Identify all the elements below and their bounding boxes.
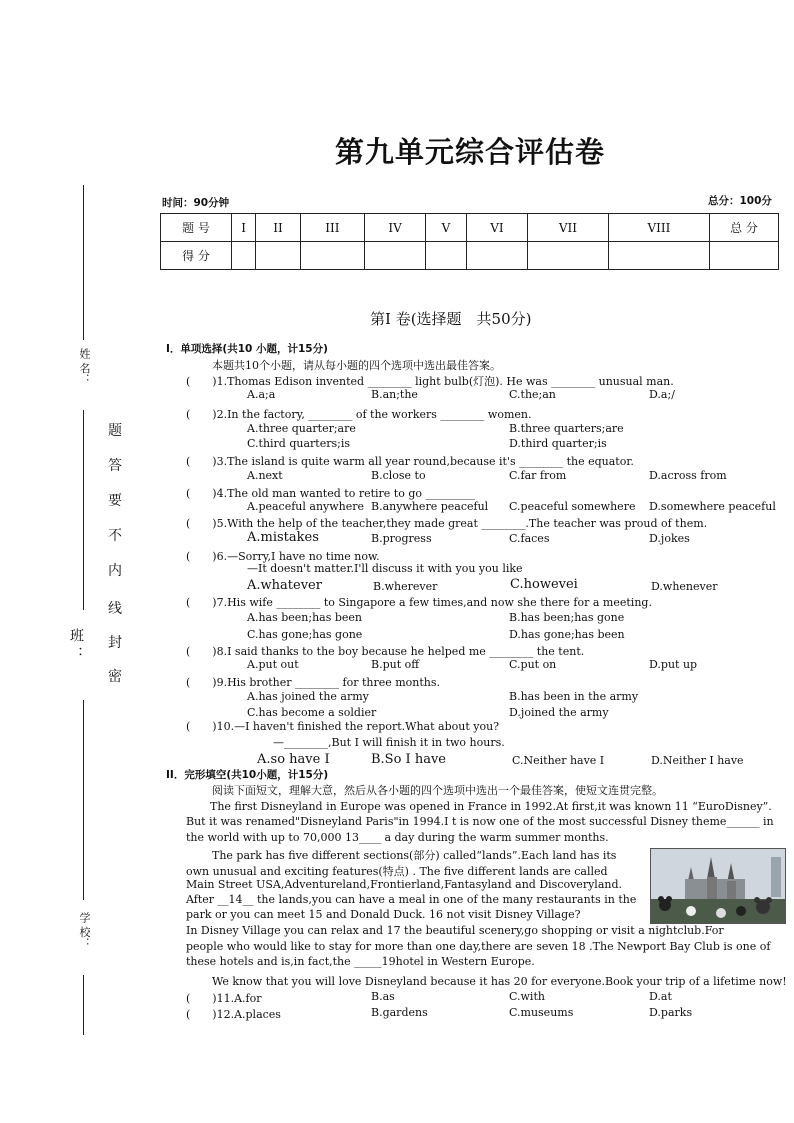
gutter-seal-char: 题 xyxy=(108,423,122,439)
gutter-line xyxy=(83,700,84,900)
score-cell[interactable] xyxy=(466,242,527,270)
q9-option-b[interactable]: B.has been in the army xyxy=(509,690,639,703)
gutter-line xyxy=(83,185,84,340)
q8-option-c[interactable]: C.put on xyxy=(509,658,557,671)
section-2-instruction: 阅读下面短文，理解大意，然后从各小题的四个选项中选出一个最佳答案，使短文连贯完整。 xyxy=(212,784,663,797)
passage-line: In Disney Village you can relax and 17 the beautiful scenery,go shopping or visit a nightclub.For xyxy=(186,924,724,937)
score-cell[interactable] xyxy=(710,242,779,270)
section-1-instruction: 本题共10个小题，请从每小题的四个选项中选出最佳答案。 xyxy=(212,359,501,372)
passage-line: the world with up to 70,000 13____ a day during the warm summer months. xyxy=(186,831,609,844)
q10-option-b[interactable]: B.So I have xyxy=(371,752,446,767)
score-header-cell: VIII xyxy=(608,214,709,242)
q4-option-c[interactable]: C.peaceful somewhere xyxy=(509,500,636,513)
q6-option-c[interactable]: C.howevei xyxy=(510,577,578,592)
question-1: ( )1.Thomas Edison invented ________ light bulb(灯泡). He was ________ unusual man. xyxy=(186,375,674,388)
q6-option-b[interactable]: B.wherever xyxy=(373,580,438,593)
passage-line: The park has five different sections(部分) called“lands”.Each land has its xyxy=(212,849,617,862)
question-9: ( )9.His brother ________ for three months. xyxy=(186,676,441,689)
q7-option-c[interactable]: C.has gone;has gone xyxy=(247,628,363,641)
disneyland-picture xyxy=(650,848,786,924)
q10-option-a[interactable]: A.so have I xyxy=(257,752,330,767)
q2-option-a[interactable]: A.three quarter;are xyxy=(247,422,356,435)
question-6: ( )6.—Sorry,I have no time now. xyxy=(186,550,380,563)
score-table-score-row xyxy=(161,242,779,270)
question-10: ( )10.—I haven't finished the report.What about you? xyxy=(186,720,500,733)
score-header-cell: IV xyxy=(365,214,426,242)
passage-line: The first Disneyland in Europe was opened in France in 1992.At first,it was known 11 “EuroDisney”. xyxy=(210,800,772,813)
question-10-reply: —________,But I will finish it in two hours. xyxy=(273,736,505,749)
gutter-seal-char: 封 xyxy=(108,635,122,651)
q2-option-b[interactable]: B.three quarters;are xyxy=(509,422,624,435)
passage-line: But it was renamed"Disneyland Paris"in 1994.I t is now one of the most successful Disney theme______ in xyxy=(186,815,774,828)
question-3: ( )3.The island is quite warm all year round,because it's ________ the equator. xyxy=(186,455,634,468)
score-header-cell: V xyxy=(426,214,467,242)
score-cell[interactable] xyxy=(426,242,467,270)
q4-option-a[interactable]: A.peaceful anywhere xyxy=(247,500,365,513)
q5-option-a[interactable]: A.mistakes xyxy=(247,530,319,545)
score-header-cell: III xyxy=(300,214,364,242)
score-table xyxy=(160,213,779,270)
passage-line: Main Street USA,Adventureland,Frontierland,Fantasyland and Discoveryland. xyxy=(186,878,622,891)
gutter-line xyxy=(83,410,84,610)
q3-option-b[interactable]: B.close to xyxy=(371,469,426,482)
part-one-title: 第I 卷(选择题 共50分) xyxy=(370,310,532,328)
passage-line: these hotels and is,in fact,the _____19hotel in Western Europe. xyxy=(186,955,535,968)
score-cell[interactable] xyxy=(256,242,300,270)
time-label: 时间：90分钟 xyxy=(162,197,230,209)
total-score-label: 总分：100分 xyxy=(708,195,772,207)
class-label: 班 ： xyxy=(68,628,84,661)
q3-option-c[interactable]: C.far from xyxy=(509,469,567,482)
question-4: ( )4.The old man wanted to retire to go _________ xyxy=(186,487,475,500)
score-header-cell: VII xyxy=(527,214,608,242)
q11-option-c[interactable]: C.with xyxy=(509,990,545,1003)
score-row-label: 得 分 xyxy=(161,242,232,270)
score-header-cell: I xyxy=(232,214,256,242)
score-cell[interactable] xyxy=(300,242,364,270)
score-header-cell: VI xyxy=(466,214,527,242)
q10-option-c[interactable]: C.Neither have I xyxy=(512,754,605,767)
question-8: ( )8.I said thanks to the boy because he helped me ________ the tent. xyxy=(186,645,585,658)
q8-option-b[interactable]: B.put off xyxy=(371,658,420,671)
gutter-seal-char: 答 xyxy=(108,458,122,474)
score-cell[interactable] xyxy=(232,242,256,270)
page-title: 第九单元综合评估卷 xyxy=(334,135,605,169)
name-label: 姓 名： xyxy=(78,348,91,385)
gutter-seal-char: 内 xyxy=(108,563,122,579)
q11-option-b[interactable]: B.as xyxy=(371,990,395,1003)
score-header-cell: 总 分 xyxy=(710,214,779,242)
q6-option-a[interactable]: A.whatever xyxy=(247,578,322,593)
gutter-seal-char: 线 xyxy=(108,601,122,617)
q1-option-b[interactable]: B.an;the xyxy=(371,388,418,401)
q7-option-d[interactable]: D.has gone;has been xyxy=(509,628,625,641)
q4-option-d[interactable]: D.somewhere peaceful xyxy=(649,500,776,513)
question-7: ( )7.His wife ________ to Singapore a few times,and now she there for a meeting. xyxy=(186,596,652,609)
score-header-cell: II xyxy=(256,214,300,242)
score-cell[interactable] xyxy=(527,242,608,270)
disneyland-castle-illustration xyxy=(651,849,785,923)
passage-line: park or you can meet 15 and Donald Duck. 16 not visit Disney Village? xyxy=(186,908,581,921)
question-5: ( )5.With the help of the teacher,they made great ________.The teacher was proud of them. xyxy=(186,517,708,530)
q1-option-d[interactable]: D.a;/ xyxy=(649,388,675,401)
question-11: ( )11.A.for xyxy=(186,992,262,1005)
q12-option-d[interactable]: D.parks xyxy=(649,1006,693,1019)
q1-option-a[interactable]: A.a;a xyxy=(247,388,276,401)
section-1-heading: I．单项选择(共10 小题，计15分) xyxy=(166,343,328,355)
q2-option-d[interactable]: D.third quarter;is xyxy=(509,437,607,450)
score-cell[interactable] xyxy=(365,242,426,270)
gutter-seal-char: 要 xyxy=(108,493,122,509)
school-label: 学 校： xyxy=(78,912,91,949)
q5-option-d[interactable]: D.jokes xyxy=(649,532,690,545)
score-cell[interactable] xyxy=(608,242,709,270)
q12-option-c[interactable]: C.museums xyxy=(509,1006,574,1019)
passage-line: people who would like to stay for more than one day,there are seven 18 .The Newport Bay Club is one of xyxy=(186,940,771,953)
q2-option-c[interactable]: C.third quarters;is xyxy=(247,437,350,450)
passage-line: own unusual and exciting features(特点) . The five different lands are called xyxy=(186,865,608,878)
q9-option-d[interactable]: D.joined the army xyxy=(509,706,609,719)
score-table-header-row xyxy=(161,214,779,242)
q9-option-a[interactable]: A.has joined the army xyxy=(247,690,369,703)
q3-option-d[interactable]: D.across from xyxy=(649,469,727,482)
gutter-line xyxy=(83,975,84,1035)
q9-option-c[interactable]: C.has become a soldier xyxy=(247,706,377,719)
q7-option-a[interactable]: A.has been;has been xyxy=(247,611,363,624)
question-12: ( )12.A.places xyxy=(186,1008,281,1021)
q8-option-a[interactable]: A.put out xyxy=(247,658,299,671)
question-6-reply: —It doesn't matter.I'll discuss it with you you like xyxy=(247,562,523,575)
q11-option-d[interactable]: D.at xyxy=(649,990,672,1003)
q7-option-b[interactable]: B.has been;has gone xyxy=(509,611,625,624)
section-2-heading: II．完形填空(共10小题，计15分) xyxy=(166,769,329,781)
q4-option-b[interactable]: B.anywhere peaceful xyxy=(371,500,489,513)
gutter-seal-char: 密 xyxy=(108,669,122,685)
passage-line: After __14__ the lands,you can have a meal in one of the many restaurants in the xyxy=(186,893,637,906)
q5-option-c[interactable]: C.faces xyxy=(509,532,550,545)
q12-option-b[interactable]: B.gardens xyxy=(371,1006,428,1019)
passage-line: We know that you will love Disneyland because it has 20 for everyone.Book your trip of a lifetime now! xyxy=(212,975,787,988)
q5-option-b[interactable]: B.progress xyxy=(371,532,432,545)
q10-option-d[interactable]: D.Neither I have xyxy=(651,754,744,767)
question-2: ( )2.In the factory, ________ of the workers ________ women. xyxy=(186,408,532,421)
q1-option-c[interactable]: C.the;an xyxy=(509,388,556,401)
q8-option-d[interactable]: D.put up xyxy=(649,658,698,671)
gutter-seal-char: 不 xyxy=(108,528,122,544)
q3-option-a[interactable]: A.next xyxy=(247,469,283,482)
score-header-cell: 题 号 xyxy=(161,214,232,242)
q6-option-d[interactable]: D.whenever xyxy=(651,580,718,593)
